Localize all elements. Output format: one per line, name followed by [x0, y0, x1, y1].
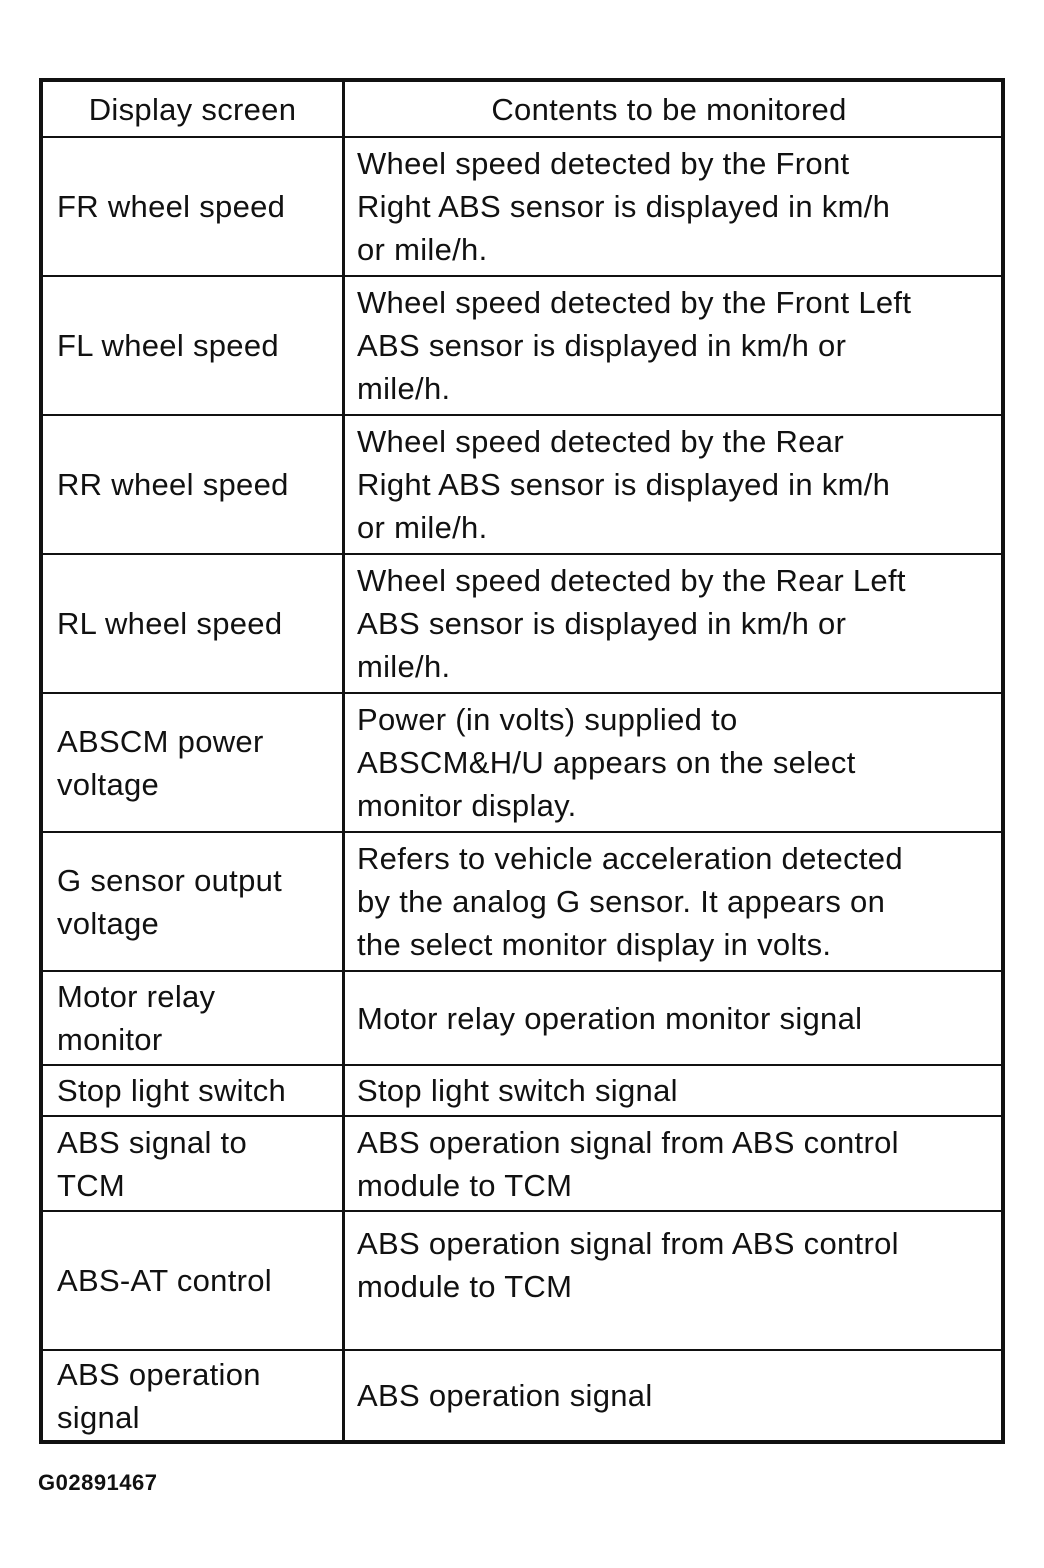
contents-cell: Wheel speed detected by the Front Right ABS sensor is displayed in km/h or mile/h. — [357, 146, 891, 267]
table-row — [43, 136, 1001, 275]
table-row — [43, 553, 1001, 692]
table-row — [43, 1210, 1001, 1349]
display-screen-cell: FL wheel speed — [43, 277, 345, 414]
display-screen-cell: G sensor output voltage — [43, 833, 345, 970]
figure-id: G02891467 — [38, 1470, 158, 1495]
table-row — [43, 831, 1001, 970]
table-row — [43, 1115, 1001, 1210]
contents-cell: Refers to vehicle acceleration detected by the analog G sensor. It appears on the select monitor display in volts. — [357, 841, 903, 962]
header-contents: Contents to be monitored — [491, 91, 847, 127]
table-header-row — [43, 82, 1001, 136]
display-screen-cell: ABS-AT control — [43, 1212, 345, 1349]
display-screen-cell: Motor relay monitor — [43, 972, 345, 1064]
display-screen-cell: ABS signal to TCM — [43, 1117, 345, 1210]
contents-cell: Wheel speed detected by the Front Left ABS sensor is displayed in km/h or mile/h. — [357, 285, 912, 406]
table-row — [43, 692, 1001, 831]
contents-cell: Power (in volts) supplied to ABSCM&H/U appears on the select monitor display. — [357, 702, 856, 823]
table-row — [43, 1349, 1001, 1440]
display-screen-cell: FR wheel speed — [43, 138, 345, 275]
display-screen-cell: RR wheel speed — [43, 416, 345, 553]
contents-cell: Stop light switch signal — [357, 1073, 678, 1108]
table-row — [43, 275, 1001, 414]
table-row — [43, 1064, 1001, 1115]
display-screen-cell: RL wheel speed — [43, 555, 345, 692]
contents-cell: ABS operation signal from ABS control module to TCM — [357, 1124, 899, 1203]
monitor-table — [39, 78, 1005, 1444]
display-screen-cell: ABS operation signal — [43, 1351, 345, 1440]
table-row — [43, 970, 1001, 1064]
header-display-screen: Display screen — [43, 82, 345, 136]
contents-cell: ABS operation signal from ABS control module to TCM — [357, 1226, 899, 1304]
contents-cell: Motor relay operation monitor signal — [357, 1000, 863, 1036]
contents-cell: Wheel speed detected by the Rear Right ABS sensor is displayed in km/h or mile/h. — [357, 424, 891, 545]
contents-cell: Wheel speed detected by the Rear Left ABS sensor is displayed in km/h or mile/h. — [357, 563, 906, 684]
display-screen-cell: Stop light switch — [43, 1066, 345, 1115]
table-row — [43, 414, 1001, 553]
contents-cell: ABS operation signal — [357, 1378, 653, 1413]
display-screen-cell: ABSCM power voltage — [43, 694, 345, 831]
